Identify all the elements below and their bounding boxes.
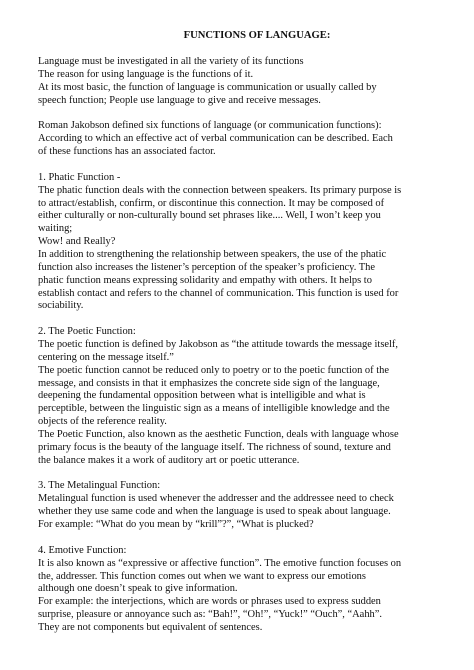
poetic-line: The poetic function cannot be reduced only to poetry or to the poetic function of the <box>38 364 389 376</box>
poetic-line: message, and consists in that it emphasizes the concrete side sign of the language, <box>38 377 380 389</box>
phatic-line: function also increases the listener’s perception of the speaker’s proficiency. The <box>38 261 375 273</box>
poetic-line: the balance makes it a work of auditory art or poetic utterance. <box>38 454 300 466</box>
metalingual-section <box>38 480 454 531</box>
intro-line: The reason for using language is the functions of it. <box>38 68 254 80</box>
jakobson-line: Roman Jakobson defined six functions of language (or communication functions): <box>38 120 382 132</box>
phatic-line: waiting; <box>38 223 73 235</box>
emotive-line: although one doesn’t speak to give information. <box>38 583 238 595</box>
poetic-heading: 2. The Poetic Function: <box>38 326 136 338</box>
phatic-heading: 1. Phatic Function - <box>38 171 121 183</box>
intro-line: speech function; People use language to give and receive messages. <box>38 94 321 106</box>
phatic-line: establish contact and refers to the channel of communication. This function is used for <box>38 287 399 299</box>
poetic-section <box>38 326 454 467</box>
phatic-line: In addition to strengthening the relationship between speakers, the use of the phatic <box>38 248 387 260</box>
metalingual-line: whether they use same code and when the language is used to speak about language. <box>38 506 391 518</box>
phatic-section <box>38 172 454 313</box>
jakobson-line: of these functions has an associated factor. <box>38 146 216 158</box>
intro-line: Language must be investigated in all the variety of its functions <box>38 56 304 67</box>
emotive-line: For example: the interjections, which are words or phrases used to express sudden <box>38 596 381 608</box>
intro-paragraph <box>38 56 454 107</box>
intro-line: At its most basic, the function of language is communication or usually called by <box>38 81 377 93</box>
phatic-line: to attract/establish, confirm, or discontinue this connection. It may be composed of <box>38 197 385 209</box>
metalingual-line: Metalingual function is used whenever the addresser and the addressee need to check <box>38 493 394 505</box>
emotive-line: They are not components but equivalent of sentences. <box>38 621 263 633</box>
document-title: FUNCTIONS OF LANGUAGE: <box>183 30 331 41</box>
jakobson-paragraph <box>38 120 454 159</box>
phatic-line: sociability. <box>38 300 84 312</box>
emotive-line: surprise, pleasure or annoyance such as: “Bah!”, “Oh!”, “Yuck!” “Ouch”, “Aahh”. <box>38 609 382 621</box>
jakobson-line: According to which an effective act of verbal communication can be described. Each <box>38 133 393 145</box>
poetic-line: objects of the reference reality. <box>38 416 167 428</box>
poetic-line: primary focus is the beauty of the language itself. The richness of sound, texture and <box>38 441 391 453</box>
phatic-line: phatic function means expressing solidarity and empathy with others. It helps to <box>38 274 372 286</box>
emotive-heading: 4. Emotive Function: <box>38 544 127 556</box>
emotive-line: It is also known as “expressive or affective function”. The emotive function focuses on <box>38 557 402 569</box>
emotive-line: the, addresser. This function comes out when we want to express our emotions <box>38 570 366 582</box>
poetic-line: deepening the fundamental opposition between what is intelligible and what is <box>38 390 366 402</box>
emotive-section <box>38 545 454 635</box>
poetic-line: centering on the message itself.” <box>38 351 174 363</box>
phatic-line: Wow! and Really? <box>38 236 116 248</box>
poetic-line: perceptible, between the linguistic sign as a means of intelligible knowledge and the <box>38 403 390 415</box>
poetic-line: The Poetic Function, also known as the aesthetic Function, deals with language whose <box>38 428 399 440</box>
metalingual-line: For example: “What do you mean by “krill”?”, “What is plucked? <box>38 519 314 530</box>
poetic-line: The poetic function is defined by Jakobson as “the attitude towards the message itself, <box>38 339 398 351</box>
metalingual-heading: 3. The Metalingual Function: <box>38 480 161 492</box>
phatic-line: The phatic function deals with the connection between speakers. Its primary purpose is <box>38 184 402 196</box>
phatic-line: either culturally or non-culturally bound set phrases like.... Well, I won’t keep you <box>38 210 381 222</box>
